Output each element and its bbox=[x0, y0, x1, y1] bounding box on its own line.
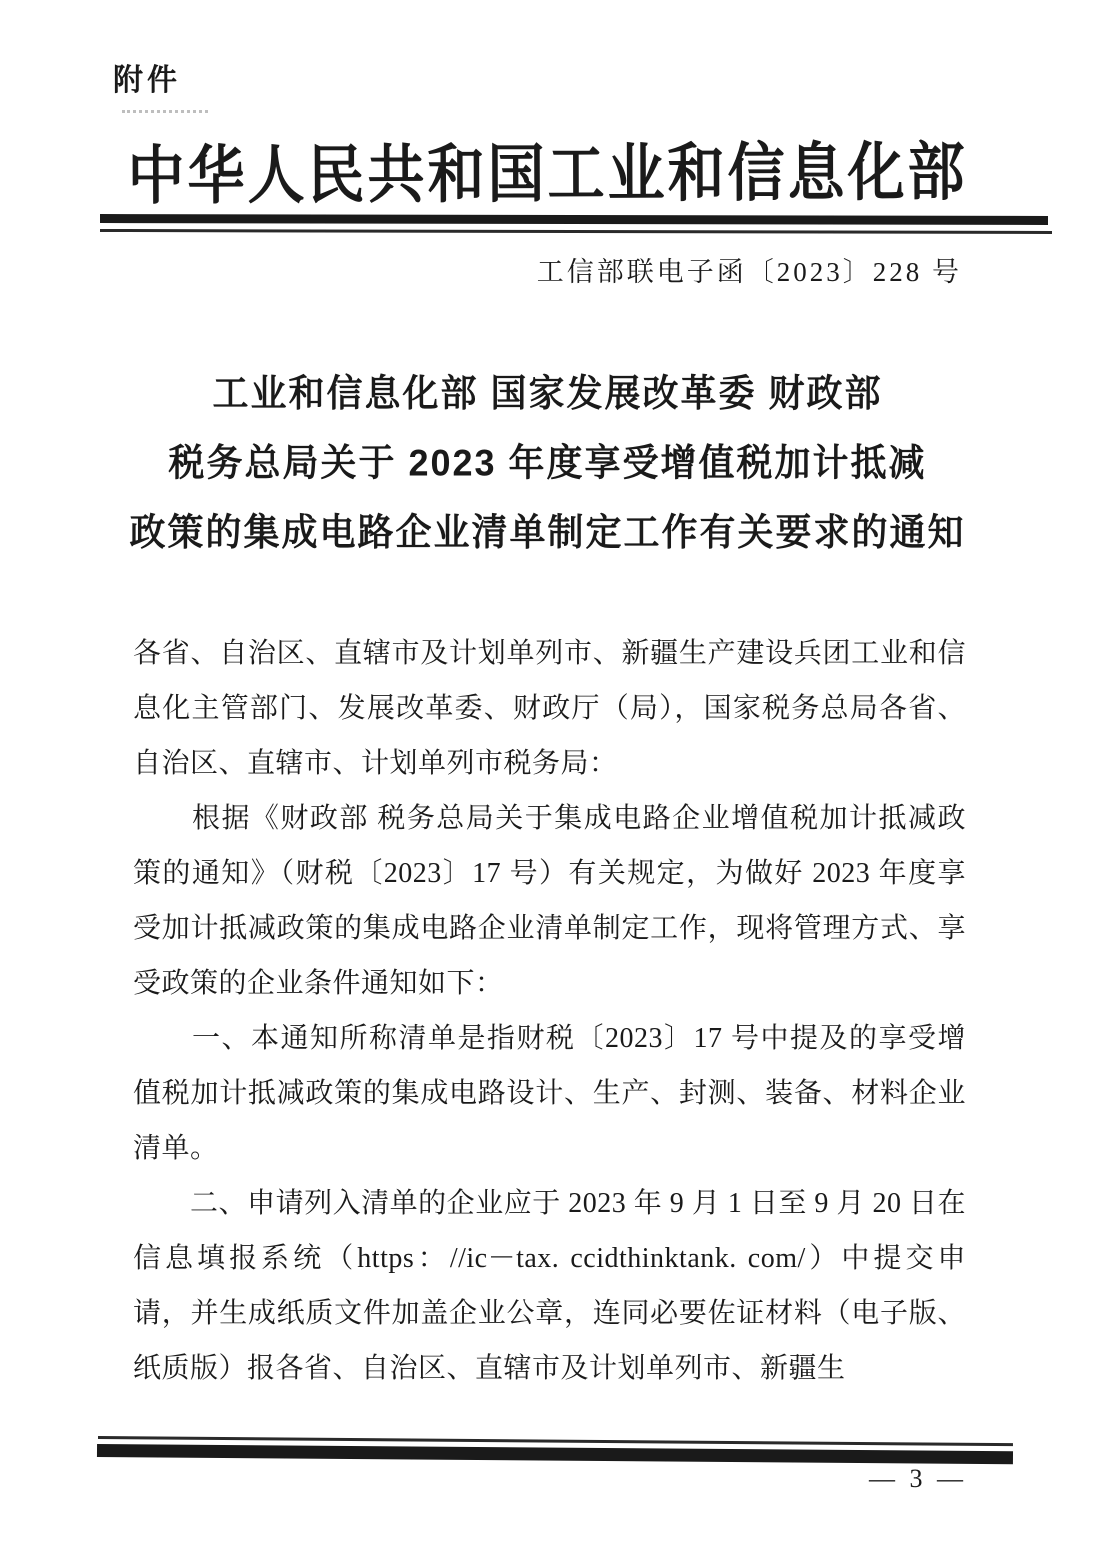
letterhead-rule-thick bbox=[100, 214, 1048, 225]
document-number: 工信部联电子函〔2023〕228 号 bbox=[536, 257, 962, 287]
scan-smudge bbox=[122, 110, 208, 113]
footer-rule-thick bbox=[97, 1444, 1013, 1464]
attachment-label: 附件 bbox=[113, 64, 181, 97]
body-paragraph: 二、申请列入清单的企业应于 2023 年 9 月 1 日至 9 月 20 日在信息填报系统（https：//ic－tax. ccidthinktank. com/）中提交申请，并生成纸质文件加盖企业公章，连同必要佐证材料（电子版、纸质版）报各省、自治区、直辖市及计划单列市、新疆生 bbox=[133, 1188, 966, 1384]
document-title-line2: 税务总局关于 2023 年度享受增值税加计抵减 bbox=[168, 441, 927, 484]
body-paragraph: 根据《财政部 税务总局关于集成电路企业增值税加计抵减政策的通知》（财税〔2023〕17 号）有关规定，为做好 2023 年度享受加计抵减政策的集成电路企业清单制定工作，现将管理方式、享受政策的企业条件通知如下： bbox=[133, 803, 966, 999]
body-paragraph: 各省、自治区、直辖市及计划单列市、新疆生产建设兵团工业和信息化主管部门、发展改革委、财政厅（局），国家税务总局各省、自治区、直辖市、计划单列市税务局： bbox=[133, 638, 966, 779]
document-body bbox=[133, 626, 966, 1396]
letterhead-rule-thin bbox=[100, 229, 1052, 234]
document-title-line1: 工业和信息化部 国家发展改革委 财政部 bbox=[212, 371, 883, 415]
body-paragraph: 一、本通知所称清单是指财税〔2023〕17 号中提及的享受增值税加计抵减政策的集成电路设计、生产、封测、装备、材料企业清单。 bbox=[133, 1023, 966, 1164]
letterhead-agency-name: 中华人民共和国工业和信息化部 bbox=[127, 136, 968, 213]
document-title-line3: 政策的集成电路企业清单制定工作有关要求的通知 bbox=[129, 510, 966, 554]
document-title bbox=[0, 358, 1095, 567]
page-number: — 3 — bbox=[869, 1464, 967, 1493]
